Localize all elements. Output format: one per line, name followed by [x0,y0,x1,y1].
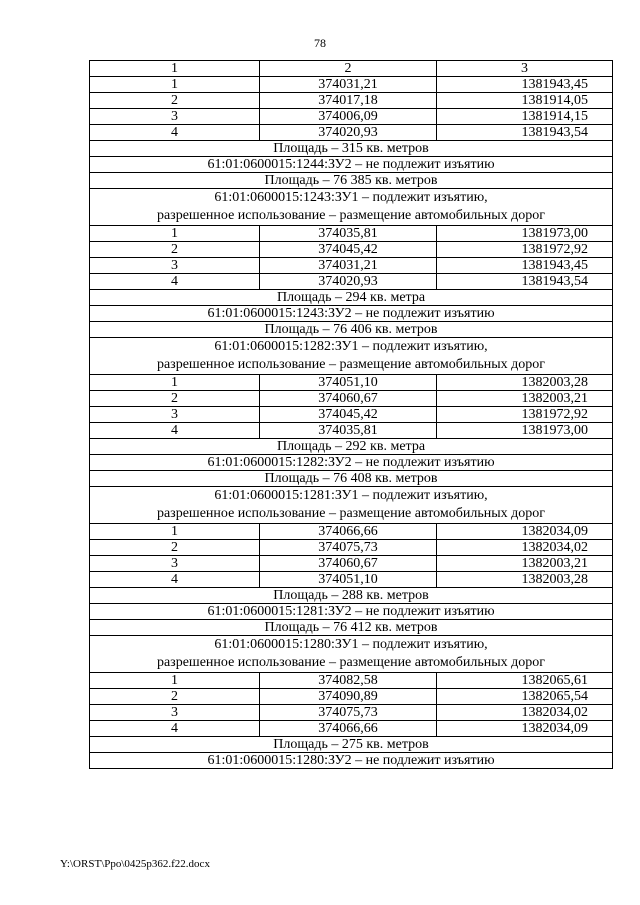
point-number-cell: 3 [90,556,260,572]
parcel-heading-line: 61:01:0600015:1282:ЗУ1 – подлежит изъятию, [214,339,488,354]
point-row [90,705,613,721]
point-number-cell: 2 [90,689,260,705]
info-cell: Площадь – 288 кв. метров [90,588,613,604]
point-row [90,673,613,689]
x-coordinate-cell: 374060,67 [260,556,437,572]
info-row [90,753,613,769]
point-row [90,77,613,93]
y-coordinate-cell: 1381972,92 [437,407,613,423]
x-coordinate-cell: 374051,10 [260,572,437,588]
table-header-row [90,61,613,77]
parcel-heading-row [90,487,613,524]
parcel-heading-line: 61:01:0600015:1281:ЗУ1 – подлежит изъятию, [214,488,488,503]
y-coordinate-cell: 1381943,54 [437,125,613,141]
point-number-cell: 2 [90,391,260,407]
parcel-heading-row [90,189,613,226]
header-cell-3: 3 [437,61,613,77]
x-coordinate-cell: 374090,89 [260,689,437,705]
info-row [90,604,613,620]
y-coordinate-cell: 1381943,54 [437,274,613,290]
info-row [90,322,613,338]
info-cell: Площадь – 294 кв. метра [90,290,613,306]
point-row [90,721,613,737]
x-coordinate-cell: 374020,93 [260,125,437,141]
permitted-use-line: разрешенное использование – размещение автомобильных дорог [156,357,546,372]
point-number-cell: 3 [90,705,260,721]
y-coordinate-cell: 1382003,21 [437,391,613,407]
info-cell: Площадь – 76 406 кв. метров [90,322,613,338]
y-coordinate-cell: 1381914,05 [437,93,613,109]
point-number-cell: 2 [90,242,260,258]
y-coordinate-cell: 1382003,21 [437,556,613,572]
point-number-cell: 1 [90,673,260,689]
point-row [90,258,613,274]
point-row [90,93,613,109]
info-cell: 61:01:0600015:1244:ЗУ2 – не подлежит изъятию [90,157,613,173]
file-path-footer: Y:\ORST\Ppo\0425p362.f22.docx [60,858,210,870]
point-row [90,391,613,407]
y-coordinate-cell: 1381973,00 [437,226,613,242]
x-coordinate-cell: 374020,93 [260,274,437,290]
point-row [90,226,613,242]
point-row [90,572,613,588]
x-coordinate-cell: 374031,21 [260,258,437,274]
x-coordinate-cell: 374017,18 [260,93,437,109]
point-row [90,407,613,423]
info-row [90,306,613,322]
point-number-cell: 4 [90,274,260,290]
info-row [90,439,613,455]
y-coordinate-cell: 1381973,00 [437,423,613,439]
point-number-cell: 1 [90,226,260,242]
permitted-use-line: разрешенное использование – размещение автомобильных дорог [156,208,546,223]
x-coordinate-cell: 374066,66 [260,721,437,737]
point-number-cell: 4 [90,423,260,439]
point-number-cell: 3 [90,407,260,423]
point-row [90,375,613,391]
y-coordinate-cell: 1382003,28 [437,375,613,391]
point-row [90,524,613,540]
info-cell: 61:01:0600015:1282:ЗУ2 – не подлежит изъятию [90,455,613,471]
info-cell: Площадь – 76 385 кв. метров [90,173,613,189]
point-row [90,423,613,439]
y-coordinate-cell: 1382034,02 [437,540,613,556]
permitted-use-line: разрешенное использование – размещение автомобильных дорог [156,506,546,521]
page-number: 78 [314,36,326,50]
info-cell: 61:01:0600015:1281:ЗУ2 – не подлежит изъятию [90,604,613,620]
parcel-heading-cell [90,338,613,375]
parcel-heading-cell [90,636,613,673]
y-coordinate-cell: 1382034,02 [437,705,613,721]
info-cell: 61:01:0600015:1280:ЗУ2 – не подлежит изъятию [90,753,613,769]
point-row [90,125,613,141]
x-coordinate-cell: 374031,21 [260,77,437,93]
x-coordinate-cell: 374075,73 [260,540,437,556]
y-coordinate-cell: 1382034,09 [437,524,613,540]
y-coordinate-cell: 1381972,92 [437,242,613,258]
x-coordinate-cell: 374082,58 [260,673,437,689]
y-coordinate-cell: 1382065,54 [437,689,613,705]
x-coordinate-cell: 374066,66 [260,524,437,540]
info-cell: Площадь – 76 408 кв. метров [90,471,613,487]
y-coordinate-cell: 1381943,45 [437,258,613,274]
header-cell-2: 2 [260,61,437,77]
info-row [90,455,613,471]
point-number-cell: 1 [90,524,260,540]
parcel-heading-cell [90,487,613,524]
y-coordinate-cell: 1382065,61 [437,673,613,689]
info-cell: Площадь – 76 412 кв. метров [90,620,613,636]
point-row [90,274,613,290]
info-row [90,471,613,487]
point-row [90,540,613,556]
point-number-cell: 1 [90,375,260,391]
y-coordinate-cell: 1381914,15 [437,109,613,125]
point-row [90,109,613,125]
coordinates-table-body [90,61,613,769]
y-coordinate-cell: 1382003,28 [437,572,613,588]
point-number-cell: 3 [90,109,260,125]
info-row [90,141,613,157]
point-number-cell: 2 [90,93,260,109]
permitted-use-line: разрешенное использование – размещение автомобильных дорог [156,655,546,670]
point-row [90,242,613,258]
parcel-heading-row [90,338,613,375]
coordinates-table [89,60,613,769]
point-number-cell: 4 [90,125,260,141]
info-row [90,737,613,753]
x-coordinate-cell: 374006,09 [260,109,437,125]
y-coordinate-cell: 1381943,45 [437,77,613,93]
point-number-cell: 4 [90,572,260,588]
info-cell: Площадь – 315 кв. метров [90,141,613,157]
x-coordinate-cell: 374075,73 [260,705,437,721]
parcel-heading-line: 61:01:0600015:1243:ЗУ1 – подлежит изъятию, [214,190,488,205]
y-coordinate-cell: 1382034,09 [437,721,613,737]
x-coordinate-cell: 374060,67 [260,391,437,407]
info-row [90,173,613,189]
point-number-cell: 4 [90,721,260,737]
x-coordinate-cell: 374045,42 [260,407,437,423]
x-coordinate-cell: 374035,81 [260,226,437,242]
point-row [90,689,613,705]
parcel-heading-row [90,636,613,673]
header-cell-1: 1 [90,61,260,77]
x-coordinate-cell: 374051,10 [260,375,437,391]
parcel-heading-cell [90,189,613,226]
info-row [90,620,613,636]
point-number-cell: 3 [90,258,260,274]
info-cell: 61:01:0600015:1243:ЗУ2 – не подлежит изъятию [90,306,613,322]
info-cell: Площадь – 292 кв. метра [90,439,613,455]
x-coordinate-cell: 374035,81 [260,423,437,439]
info-row [90,290,613,306]
x-coordinate-cell: 374045,42 [260,242,437,258]
info-row [90,157,613,173]
point-row [90,556,613,572]
parcel-heading-line: 61:01:0600015:1280:ЗУ1 – подлежит изъятию, [214,637,488,652]
point-number-cell: 1 [90,77,260,93]
info-cell: Площадь – 275 кв. метров [90,737,613,753]
point-number-cell: 2 [90,540,260,556]
info-row [90,588,613,604]
